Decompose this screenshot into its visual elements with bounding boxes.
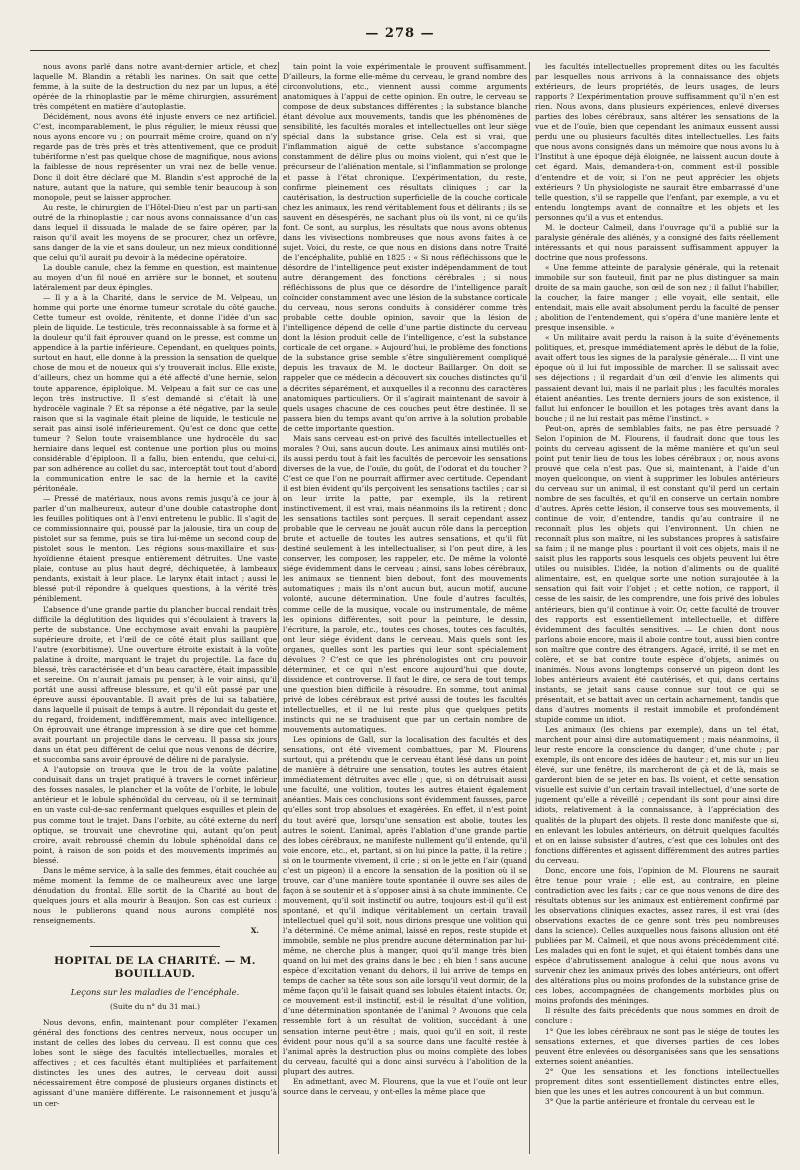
paragraph: les facultés intellectuelles proprement dites ou les facultés par lesquelles nous arrivons à la connaissance des objets extérieurs, de leurs propriétés, de leurs usages, de leurs rapports ? L’expérimentation prouve suffisamment qu’il n’en est rien. Nous avons, dans plusieurs expériences, enlevé diverses parties des lobes cérébraux, sans altérer les sensations de la vue et de l’ouïe, bien que cependant les animaux eussent aussi perdu une ou plusieurs facultés dites intellectuelles. Les faits que nous avons consignés dans un mémoire que nous avons lu à l’Institut à une époque déjà éloignée, ne laissent aucun doute à cet égard. Mais, demandera-t-on, comment est-il possible d’entendre et de voir, si l’on ne peut apprécier les objets extérieurs ? Un physiologiste ne saurait être embarrassé d’une telle question, s’il se rappelle que l’enfant, par exemple, a vu et entendu longtemps avant de connaître et les objets et les personnes qu’il a vus et entendus.: [535, 62, 779, 222]
section-subtitle: Leçons sur les maladies de l’encéphale.: [70, 987, 240, 998]
column-1-body: [33, 62, 277, 926]
paragraph: Peut-on, après de semblables faits, ne pas être persuadé ? Selon l’opinion de M. Flourens, il faudrait donc que tous les points du cerveau agissent de la même manière et qu’un seul point put tenir lieu de tous les lobes cérébraux ; or, nous avons prouvé que cela n’est pas. Que si, maintenant, à l’aide d’un moyen quelconque, on vient à supprimer les lobules antérieurs du cerveau sur un animal, il est constant qu’il perd un certain nombre de ses facultés, et qu’il en conserve un certain nombre d’autres. Après cette lésion, il conserve tous ses mouvements, il continue de voir, d’entendre, tandis qu’au contraire il ne reconnaît plus les objets qui l’environnent. Un chien ne reconnaît plus son maître, ni les substances propres à satisfaire sa faim ; il ne mange plus : pourtant il voit ces objets, mais il ne saisit plus les rapports sous lesquels ces objets peuvent lui être utiles ou nuisibles. L’idée, la notion d’aliments ou de qualité alimentaire, est, en quelque sorte une notion surajoutée à la sensation qui fait voir l’objet ; et cette notion, ce rapport, il cesse de les saisir, de les comprendre, une fois privé des lobules antérieurs, bien qu’il continue à voir. Or, cette faculté de trouver des rapports est essentiellement intellectuelle, et diffère évidemment des facultés sensitives. — Le chien dont nous parlons aboie encore, mais il aboie contre tout, aussi bien contre son maître que contre des étrangers. Agacé, irrité, il se met en colère, et se bat contre toute espèce d’objets, animés ou inanimés. Nous avons longtemps conservé un pigeon dont les lobes antérieurs avaient été cautérisés, et qui, dans certains instants, se jetait sans cause connue sur tout ce qui se présentait, et se battait avec un certain acharnement, tandis que dans d’autres moments il restait immobile et profondément stupide comme un idiot.: [535, 423, 779, 725]
section-continued-note: (Suite du n° du 31 mai.): [109, 1002, 200, 1012]
paragraph: Les opinions de Gall, sur la localisation des facultés et des sensations, ont été vivement combattues, par M. Flourens surtout, qui a prétendu que le cerveau étant lésé dans un point de manière à détruire une sensation, toutes les autres étaient immédiatement détruites avec elle ; que, si on détruisait aussi une faculté, une volition, toutes les autres étaient également anéanties. Mais ces conclusions sont évidemment fausses, parce qu’elles sont trop absolues et exagérées. En effet, il n’est point du tout avéré que, lorsqu’une sensation est abolie, toutes les autres le soient. L’animal, après l’ablation d’une grande partie des lobes cérébraux, ne manifeste nullement qu’il entende, qu’il voie encore, etc., et, partant, si on lui pince la patte, il la retire ; si on le tourmente vivement, il crie ; si on le jette en l’air (quand c’est un pigeon) il a encore la sensation de la position où il se trouve, car d’une manière toute spontanée il ouvre ses ailes de façon à se soutenir et à s’opposer ainsi à sa chute imminente. Ce mouvement, qu’il soit instinctif ou autre, toujours est-il qu’il est spontané, et qu’il indique véritablement un certain travail intellectuel quel qu’il soit, nous dirions presque une volition qui l’a déterminé. Ce même animal, laissé en repos, reste stupide et immobile, semble ne plus prendre aucune détermination par lui-même, ne cherche plus à manger, quoi qu’il mange très bien quand on lui met des grains dans le bec ; eh bien ! sans aucune espèce d’excitation venant du dehors, il lui arrive de temps en temps de cacher sa tête sous son aile lorsqu’il veut dormir, de la même façon qu’il le faisait quand ses lobules étaient intacts. Or, ce mouvement est-il instinctif, est-il le résultat d’une volition, d’une détermination spontanée de l’animal ? Avouons que cela ressemble fort à un résultat de volition, succédant à une sensation interne peut-être ; mais, quoi qu’il en soit, il reste évident pour nous qu’il a sa source dans une faculté restée à l’animal après la destruction plus ou moins complète des lobes du cerveau, faculté qui a donc ainsi survécu à l’abolition de la plupart des autres.: [283, 735, 527, 1076]
column-1-section-body: [33, 1018, 277, 1108]
column-3-body: [535, 62, 779, 1107]
paragraph: nous avons parlé dans notre avant-dernier article, et chez laquelle M. Blandin a rétabli les narines. On sait que cette femme, à la suite de la destruction du nez par un lupus, a été opérée de la rhinoplastie par le même chirurgien, assurément très compétent en matière d’autoplastie.: [33, 62, 277, 112]
column-1: [33, 62, 277, 1154]
paragraph: Nous devons, enfin, maintenant pour compléter l’examen général des fonctions des centres nerveux, nous occuper un instant de celles des lobes du cerveau. Il est connu que ces lobes sont le siège des facultés intellectuelles, morales et affectives ; et ces facultés étant multipliées et parfaitement distinctes les unes des autres, le cerveau doit aussi nécessairement être composé de plusieurs organes distincts et agissant d’une manière différente. Le raisonnement et jusqu’à un cer-: [33, 1018, 277, 1108]
paragraph: — Pressé de matériaux, nous avons remis jusqu’à ce jour à parler d’un malheureux, auteur d’une double catastrophe dont les feuilles politiques ont à l’envi entretenu le public. Il s’agit de ce commissionnaire qui, poussé par la jalousie, tira un coup de pistolet sur sa femme, puis se tira lui-même un second coup de pistolet sous le menton. Les régions sous-maxillaire et sus-hyoïdienne étaient presque entièrement détruites. Une vaste plaie, contuse au plus haut degré, déchiquetée, à lambeaux pendants, existait à leur place. Le larynx était intact ; aussi le blessé put-il répondre à quelques questions, à la vérité très péniblement.: [33, 494, 277, 604]
column-2-body: [283, 62, 527, 1097]
paragraph: M. le docteur Calmeil, dans l’ouvrage qu’il a publié sur la paralysie générale des aliénés, y a consigné des faits réellement intéressants et qui nous paraissent suffisamment appuyer la doctrine que nous professons.: [535, 222, 779, 262]
paragraph: La double canule, chez la femme en question, est maintenue au moyen d’un fil noué en arrière sur le bonnet, et soutenu latéralement par deux épingles.: [33, 262, 277, 293]
paragraph: tain point la voie expérimentale le prouvent suffisamment. D’ailleurs, la forme elle-même du cerveau, le grand nombre des circonvolutions, etc., viennent aussi comme arguments anatomiques à l’appui de cette opinion. En outre, le cerveau se compose de deux substances différentes ; la substance blanche étant dévolue aux mouvements, tandis que les phénomènes de sensibilité, les facultés morales et intellectuelles ont leur siège spécial dans la substance grise. Cela est si vrai, que l’inflammation aiguë de cette substance s’accompagne constamment de délire plus ou moins violent, qui n’est que le précurseur de l’aliénation mentale, si l’inflammation se prolonge et passe à l’état chronique. L’expérimentation, du reste, confirme pleinement ces résultats cliniques ; car la cautérisation, la destruction superficielle de la couche corticale chez les animaux, les rend véritablement fous et délirants ; ils se sauvent en désespérés, ne sachant plus où ils vont, ni ce qu’ils font. Ce sont, au surplus, les résultats que nous avons obtenus dans les vivisections nombreuses que nous avons faites à ce sujet. Voici, du reste, ce que nous en disions dans notre Traité de l’encéphalite, publié en 1825 : « Si nous réfléchissons que le désordre de l’intelligence peut exister indépendamment de tout autre dérangement des fonctions cérébrales ; si nous réfléchissons de plus que ce désordre de l’intelligence paraît coïncider constamment avec une lésion de la substance corticale du cerveau, nous serons conduits à considérer comme très probable cette double opinion, savoir que la lésion de l’intelligence dépend de celle d’une partie distincte du cerveau dont la lésion produit celle de l’intelligence, c’est la substance corticale de cet organe. » Aujourd’hui, le problème des fonctions de la substance grise semble s’être singulièrement compliqué depuis les travaux de M. le docteur Baillarger. On doit se rappeler que ce médecin a découvert six couches distinctes qu’il a décrites séparément, et auxquelles il a reconnu des caractères anatomiques particuliers. Or il s’agirait maintenant de savoir à quels usages chacune de ces couches peut être destinée. Il se passera bien du temps avant qu’on arrive à la solution probable de cette importante question.: [283, 62, 527, 433]
section-rule: [90, 946, 220, 947]
paragraph: « Une femme atteinte de paralysie générale, qui la retenait immobile sur son fauteuil, finit par ne plus distinguer sa main droite de sa main gauche, son œil de son nez ; il fallut l’habiller, la coucher, la faire manger ; elle voyait, elle sentait, elle entendait, mais elle avait absolument perdu la faculté de penser ; abolition de l’entendement, qui s’opéra d’une manière lente et presque insensible. »: [535, 262, 779, 333]
paragraph: « Un militaire avait perdu la raison à la suite d’événements politiques, et, presque immédiatement après le début de la folie, avait offert tous les signes de la paralysie générale.... Il vint une époque où il lui fut impossible de marcher. Il se salissait avec ses déjections ; il regardait d’un œil d’envie les aliments qui passaient devant lui, mais il ne parlait plus ; les facultés morales étaient anéanties. Les trente derniers jours de son existence, il fallut lui enfoncer le bouillon et les potages très avant dans la bouche ; il ne lui restait pas même l’instinct. »: [535, 333, 779, 423]
column-divider-1: [278, 62, 279, 1154]
paragraph: — Il y a à la Charité, dans le service de M. Velpeau, un homme qui porte une énorme tumeur scrotale du côté gauche. Cette tumeur est ovoïde, rénitente, et donne l’idée d’un sac plein de liquide. Le testicule, très reconnaissable à sa forme et à la douleur qu’il fait éprouver quand on le presse, est comme un appendice à la partie inférieure. Cependant, en quelques points, surtout en haut, elle donne à la pression la sensation de quelque chose de mou et de noueux qui s’y trouverait inclus. Elle existe, d’ailleurs, chez un homme qui a été affecté d’une hernie, selon toute apparence, épiploïque. M. Velpeau a fait sur ce cas une leçon très instructive. Il s’est demandé si c’était là une hydrocèle vaginale ? Et sa réponse a été négative, par la seule raison que si la vaginale était pleine de liquide, le testicule ne serait pas ainsi isolé inférieurement. Qu’est ce donc que cette tumeur ? Selon toute vraisemblance une hydrocèle du sac herniaire dans lequel est contenue une portion plus ou moins considérable d’épiploon. Il a fallu, bien entendu, que celui-ci, par son adhérence au collet du sac, interceptât tout tout d’abord la communication entre le sac de la hernie et la cavité péritonéale.: [33, 293, 277, 493]
paragraph: Dans le même service, à la salle des femmes, était couchée au même moment la femme de ce malheureux avec une large dénudation du frontal. Elle sortit de la Charité au bout de quelques jours et alla mourir à Beaujon. Son cas est curieux : nous le publierons quand nous aurons complété nos renseignements.: [33, 865, 277, 925]
paragraph: Il résulte des faits précédents que nous sommes en droit de conclure :: [535, 1006, 779, 1026]
paragraph: Mais sans cerveau est-on privé des facultés intellectuelles et morales ? Oui, sans aucun doute. Les animaux ainsi mutilés ont-ils aussi perdu tout à fait les facultés de percevoir les sensations diverses de la vue, de l’ouïe, du goût, de l’odorat et du toucher ? C’est ce que l’on ne pourrait affirmer avec certitude. Cependant il est bien évident qu’ils perçoivent les sensations tactiles ; car si on leur irrite la patte, par exemple, ils la retirent instinctivement, il est vrai, mais néanmoins ils la retirent ; donc les sensations tactiles sont perçues. Il serait cependant assez probable que le cerveau ne jouât aucun rôle dans la perception brute et actuelle de toutes les autres sensations, et qu’il fût destiné seulement à les intellectualiser, si l’on peut dire, à les conserver, les composer, les rappeler, etc. De même la volonté siége évidemment dans le cerveau ; ainsi, sans lobes cérébraux, les animaux se tiennent bien debout, font des mouvements automatiques ; mais ils n’ont aucun but, aucun motif, aucune volonté, aucune détermination. Une foule d’autres facultés, comme celle de la musique, vocale ou instrumentale, de même les opinions différentes, soit pour la peinture, le dessin, l’écriture, la parole, etc., toutes ces choses, toutes ces facultés, ont leur siége évident dans le cerveau. Mais quels sont les organes, quelles sont les parties qui leur sont spécialement dévolues ? C’est ce que les phrénologistes ont cru pouvoir déterminer, et ce qui n’est encore aujourd’hui que doute, dissidence et controverse. Il faut le dire, ce sera de tout temps une question bien difficile à résoudre. En somme, tout animal privé de lobes cérébraux est privé aussi de toutes les facultés intellectuelles, et il ne lui reste plus que quelques petits instincts qui ne se traduisent que par un certain nombre de mouvements automatiques.: [283, 433, 527, 735]
article-signature: X.: [250, 926, 259, 936]
column-3: [535, 62, 779, 1154]
header-rule: [30, 50, 770, 51]
column-2: [283, 62, 527, 1154]
paragraph: Donc, encore une fois, l’opinion de M. Flourens ne saurait être tenue pour vraie ; elle est, au contraire, en pleine contradiction avec les faits ; car ce que nous venons de dire des résultats obtenus sur les animaux est entièrement confirmé par les observations cliniques exactes, assez rares, il est vrai (des observations exactes de ce genre sont très peu nombreuses dans la science). Celles auxquelles nous faisons allusion ont été publiées par M. Calmeil, et que nous avons précédemment cité. Les malades qui en font le sujet, et qui étaient tombés dans une espèce d’abrutissement analogue à celui que nous avons vu survenir chez les animaux privés des lobes antérieurs, ont offert des altérations plus ou moins profondes de la substance grise de ces lobes, accompagnées de changements morbides plus ou moins profonds des méninges.: [535, 865, 779, 1006]
paragraph: Décidément, nous avons été injuste envers ce nez artificiel. C’est, incomparablement, le plus régulier, le mieux réussi que nous ayons encore vu ; on pourrait même croire, quand on n’y regarde pas de très près et très attentivement, que ce produit tubériforme n’est pas quelque chose de magnifique, nous avions la faiblesse de nous représenter un vrai nez de belle venue. Donc il doit être déclaré que M. Blandin s’est approché de la nature, autant que la nature, qui semble tenir beaucoup à son monopole, peut se laisser approcher.: [33, 112, 277, 202]
paragraph: 3° Que la partie antérieure et frontale du cerveau est le: [545, 1096, 755, 1106]
paragraph: L’absence d’une grande partie du plancher buccal rendait très difficile la déglutition des liquides qui s’écoulaient à travers la perte de substance. Une ecchymose avait envahi la paupière supérieure droite, et l’œil de ce côté était plus saillant que l’autre (exorbitisme). Une ouverture étroite existait à la voûte palatine à droite, marquant le trajet du projectile. La face du blessé, très caractérisée et d’un beau caractère, était impassible et sereine. On n’aurait jamais pu penser, à le voir ainsi, qu’il portât une aussi affreuse blessure, et qu’il eût passé par une épreuve aussi épouvantable. Il avait près de lui sa tabatière, dans laquelle il puisait de temps à autre. Il répondait du geste et du regard, froidement, indifféremment, mais avec intelligence. On éprouvait une étrange impression à se dire que cet homme avait pourtant un projectile dans le cerveau. Il passa six jours dans un état peu différent de celui que nous venons de décrire, et succomba sans avoir éprouvé de délire ni de paralysie.: [33, 604, 277, 765]
section-title: HOPITAL DE LA CHARITÉ. — M. BOUILLAUD.: [54, 955, 256, 981]
paragraph: 1° Que les lobes cérébraux ne sont pas le siége de toutes les sensations externes, et que diverses parties de ces lobes peuvent être enlevées ou désorganisées sans que les sensations externes soient anéanties.: [535, 1026, 779, 1066]
paragraph: En admettant, avec M. Flourens, que la vue et l’ouïe ont leur source dans le cerveau, y ont-elles la même place que: [283, 1076, 527, 1096]
paragraph: 2° Que les sensations et les fonctions intellectuelles proprement dites sont essentiellement distinctes entre elles, bien que les unes et les autres concourent à un but commun.: [535, 1066, 779, 1096]
paragraph: A l’autopsie on trouva que le trou de la voûte palatine conduisait dans un trajet pratiqué à travers le cornet inférieur des fosses nasales, le plancher et la voûte de l’orbite, le lobule antérieur et le lobule sphénoïdal du cerveau, où il se terminait en un vaste cul-de-sac renfermant quelques esquilles et plein de pus comme tout le trajet. Dans l’orbite, au côté externe du nerf optique, se trouvait une chevrotine qui, autant qu’on peut croire, avait rebroussé chemin du lobule sphénoïdal dans ce point, à raison de son poids et des mouvements imprimés au blessé.: [33, 765, 277, 865]
column-divider-2: [529, 62, 530, 1154]
paragraph: Les animaux (les chiens par exemple), dans un tel état, marchent pour ainsi dire automatiquement ; mais néanmoins, il leur reste encore la conscience du danger, d’une chute ; par exemple, ils ont encore des idées de hauteur ; et, mis sur un lieu élevé, sur une fenêtre, ils marcheront de çà et de là, mais se garderont bien de se jeter en bas. Ils voient, et cette sensation visuelle est suivie d’un certain travail intellectuel, d’une sorte de jugement qu’elle a réveillé ; cependant ils sont pour ainsi dire idiots, relativement à la connaissance, à l’appréciation des qualités de la plupart des objets. Il reste donc manifeste que si, en enlevant les lobules antérieurs, on détruit quelques facultés et on en laisse subsister d’autres, c’est que ces lobules ont des fonctions différentes et agissent différemment des autres parties du cerveau.: [535, 725, 779, 865]
page-number: — 278 —: [365, 26, 435, 41]
paragraph: Au reste, le chirurgien de l’Hôtel-Dieu n’est par un parti-san outré de la rhinoplastie ; car nous avons connaissance d’un cas dans lequel il dissuada le malade de se faire opérer, par la raison qu’il avait les moyens de se procurer, chez un orfèvre, sans danger de la vie et sans douleur, un nez mieux conditionné que celui qu’il aurait pu devoir à la médecine opératoire.: [33, 202, 277, 262]
